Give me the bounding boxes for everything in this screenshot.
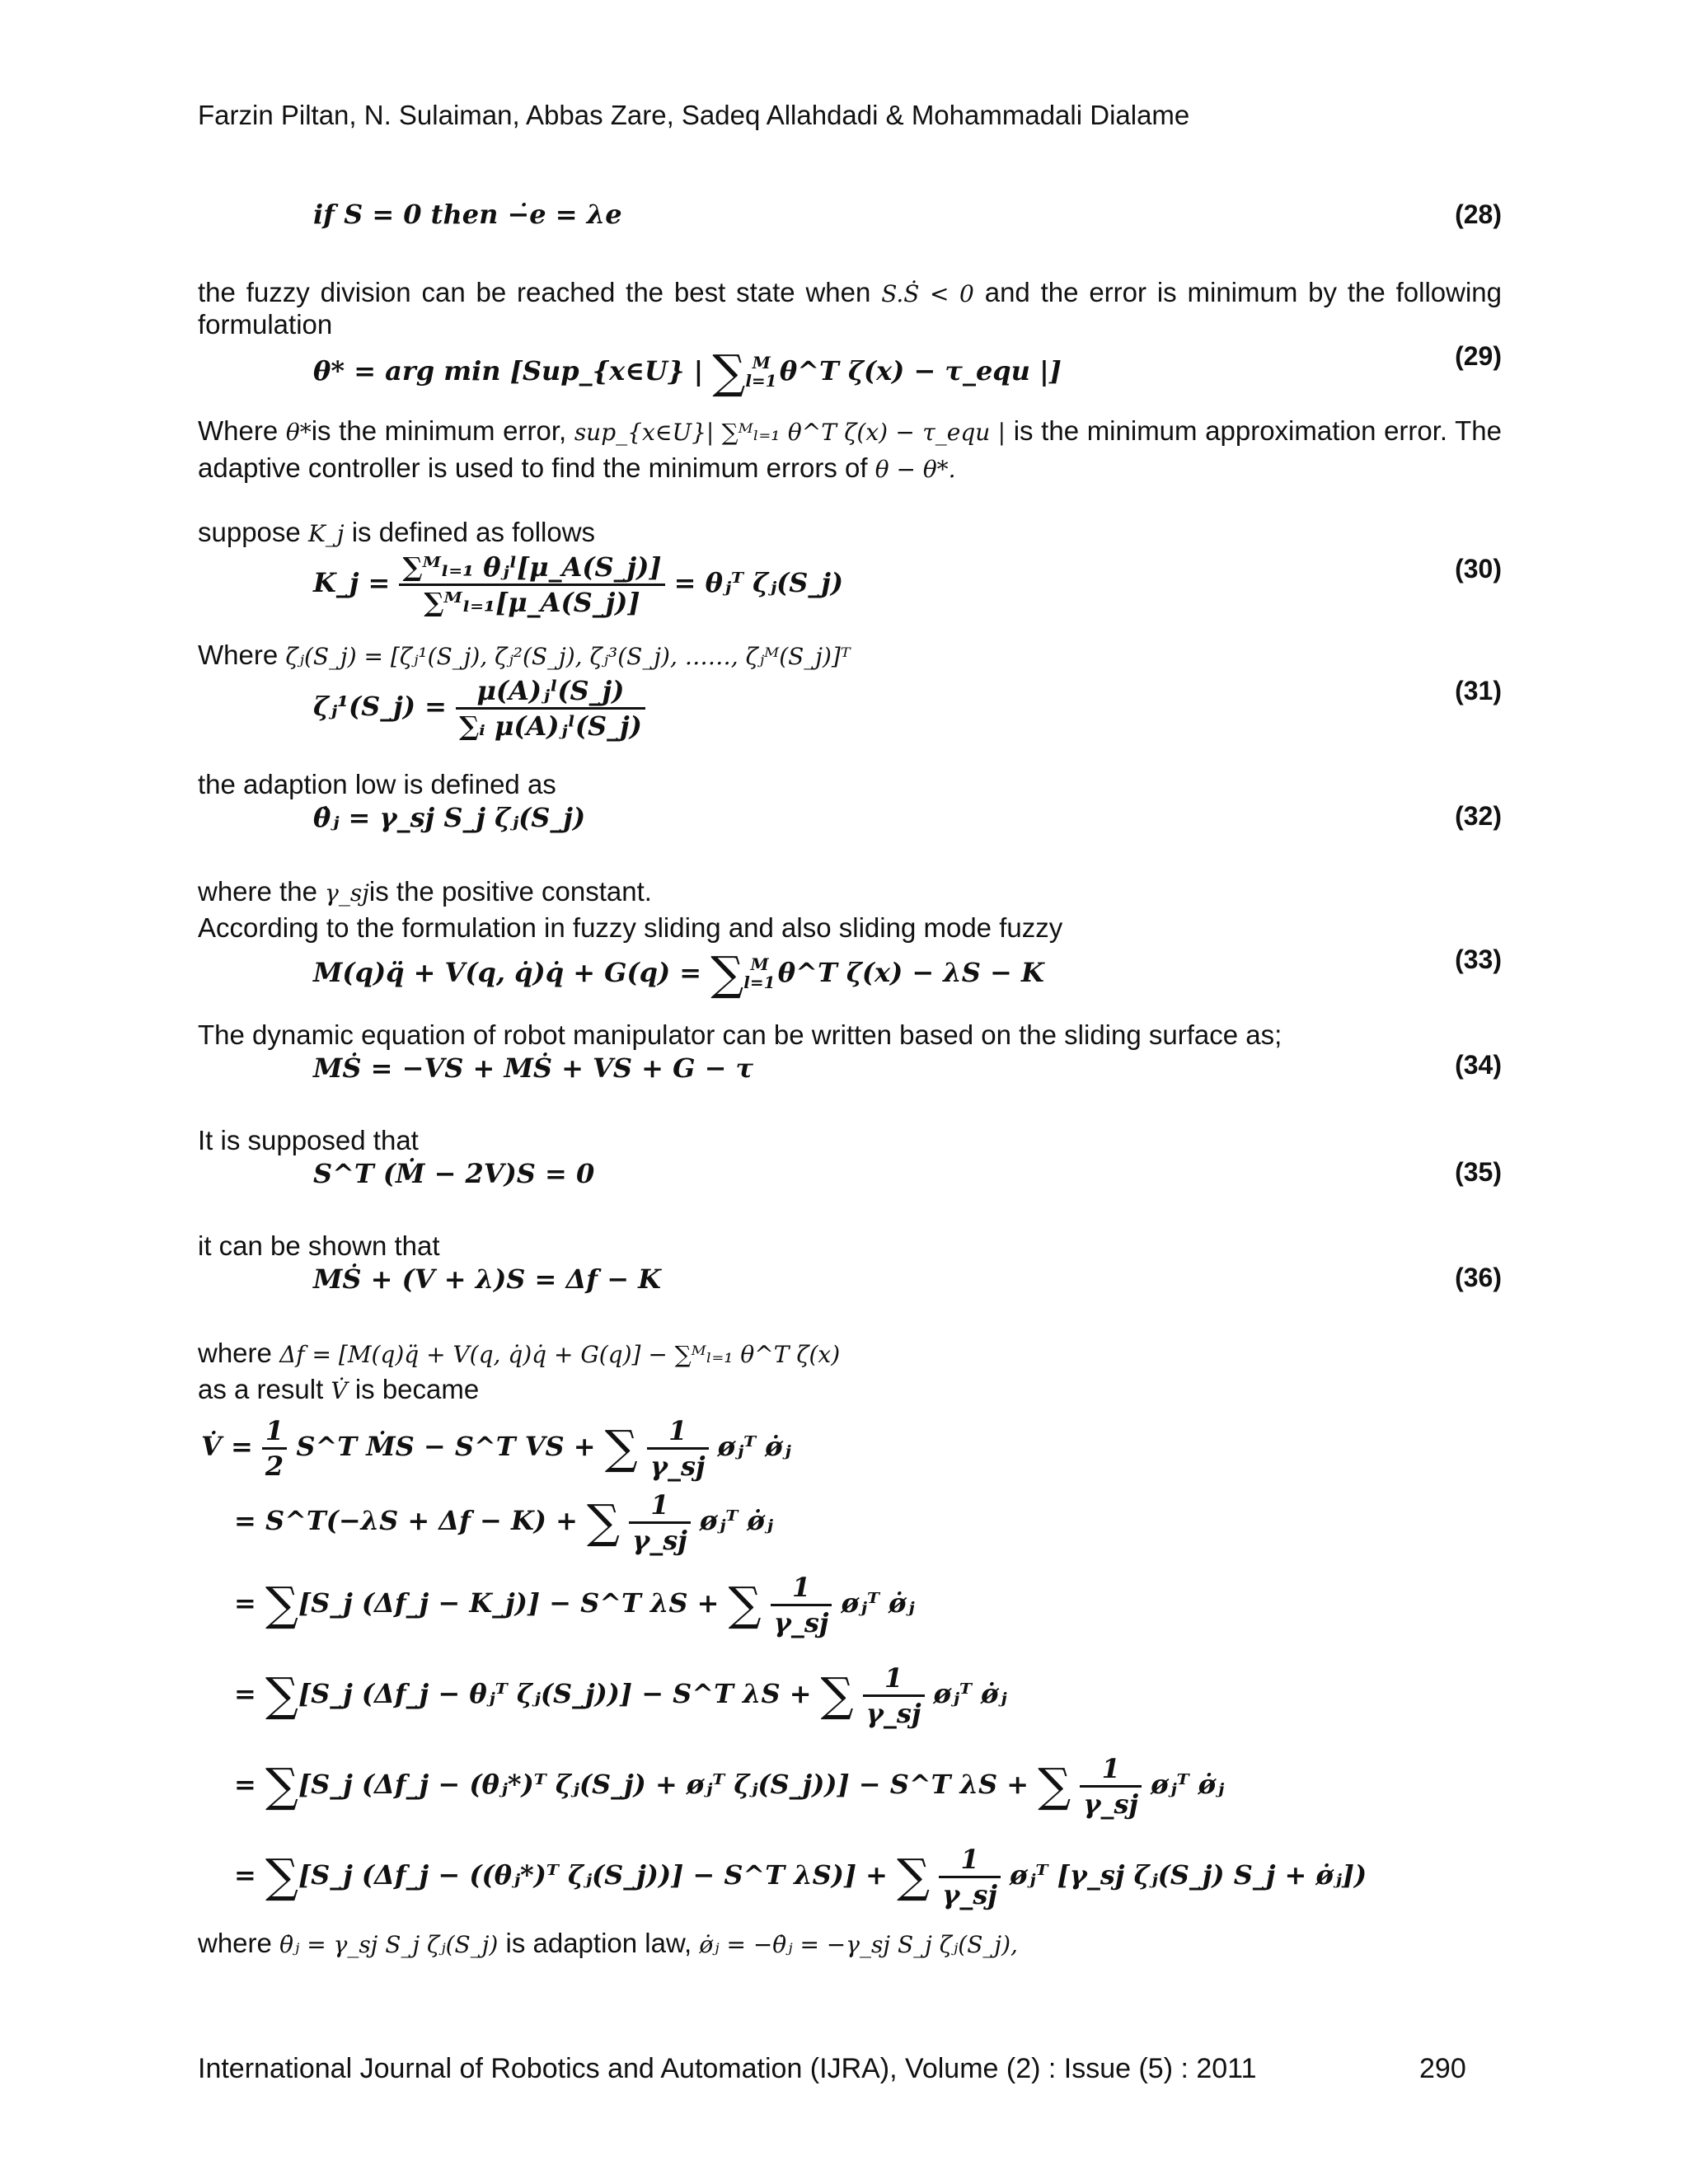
paragraph-fuzzy-division-cont: formulation — [198, 309, 333, 340]
derivation-line-1: V̇ = $\frac{1}{2}$ S^T ṀS − S^T VS + ∑ $\frac{1}{\gamma\_sj}$ øⱼᵀ ø̇ⱼ — [201, 1415, 791, 1482]
derivation-line-6: = ∑[S_j (Δf_j − ((θⱼ*)ᵀ ζⱼ(S_j))] − S^T λS)] + ∑ $\frac{1}{\gamma\_sj}$ øⱼᵀ [γ_sj ζⱼ(S_j) S_j + ø̇ⱼ]) — [234, 1844, 1367, 1910]
paragraph-positive-constant: where the γ_sjis the positive constant. — [198, 876, 652, 907]
paragraph-adaption-law: where θ̇ⱼ = γ_sj S_j ζⱼ(S_j) is adaption law, ø̇ⱼ = −θ̇ⱼ = −γ_sj S_j ζⱼ(S_j), — [198, 1928, 1018, 1958]
equation-32: θ̇ⱼ = γ_sj S_j ζⱼ(S_j) — [313, 802, 586, 833]
equation-number-30: (30) — [1455, 554, 1502, 583]
equation-36: MṠ + (V + λ)S = Δf − K — [313, 1263, 661, 1295]
derivation-line-5: = ∑[S_j (Δf_j − (θⱼ*)ᵀ ζⱼ(S_j) + øⱼᵀ ζⱼ(S_j))] − S^T λS + ∑ $\frac{1}{\gamma\_sj}$ øⱼᵀ ø̇ⱼ — [234, 1753, 1225, 1820]
equation-number-31: (31) — [1455, 676, 1502, 705]
equation-33: M(q)q̈ + V(q, q̇)q̇ + $G(q) = \sum_{l=1}^M$ θ^T ζ(x) − λS − K — [313, 947, 1044, 1001]
paragraph-adaption-low: the adaption low is defined as — [198, 769, 556, 799]
equation-30: K_j = $\frac{\text{∑ᴹₗ₌₁ θⱼˡ[μ\_A(S\_j)]}}{\text{∑ᴹₗ₌₁[μ\_A(S\_j)]}}$ = θⱼᵀ ζⱼ(S_j) — [313, 551, 844, 618]
paragraph-minimum-error: Where θ*is the minimum error, sup_{x∈U}| ∑ᴹₗ₌₁ θ^T ζ(x) − τ_equ | is the minimum approximation error. The — [198, 415, 1502, 446]
paragraph-as-a-result: as a result V̇ is became — [198, 1374, 480, 1404]
equation-number-28: (28) — [1455, 199, 1502, 229]
equation-number-29: (29) — [1455, 341, 1502, 371]
paragraph-according: According to the formulation in fuzzy sliding and also sliding mode fuzzy — [198, 912, 1063, 943]
equation-number-34: (34) — [1455, 1050, 1502, 1080]
equation-number-36: (36) — [1455, 1263, 1502, 1292]
paragraph-dynamic-equation: The dynamic equation of robot manipulator can be written based on the sliding surface as; — [198, 1019, 1282, 1050]
derivation-line-3: = ∑[S_j (Δf_j − K_j)] − S^T λS + ∑ $\frac{1}{\gamma\_sj}$ øⱼᵀ ø̇ⱼ — [234, 1572, 915, 1638]
equation-number-33: (33) — [1455, 944, 1502, 974]
paragraph-where-zeta: Where ζⱼ(S_j) = [ζⱼ¹(S_j), ζⱼ²(S_j), ζⱼ³(S_j), ……, ζⱼᴹ(S_j)]ᵀ — [198, 640, 851, 670]
equation-34: MṠ = −VS + MṠ + VS + G − τ — [313, 1052, 754, 1084]
footer-page-number: 290 — [1419, 2053, 1466, 2084]
running-header: Farzin Piltan, N. Sulaiman, Abbas Zare, Sadeq Allahdadi & Mohammadali Dialame — [198, 100, 1190, 130]
paragraph-adaptive-controller: adaptive controller is used to find the minimum errors of θ − θ*. — [198, 452, 956, 483]
paragraph-can-be-shown: it can be shown that — [198, 1230, 440, 1261]
paragraph-supposed: It is supposed that — [198, 1125, 419, 1155]
equation-35: S^T (Ṁ − 2V)S = 0 — [313, 1158, 595, 1189]
paragraph-where-delta-f: where Δf = [M(q)q̈ + V(q, q̇)q̇ + G(q)] − ∑ᴹₗ₌₁ θ^T ζ(x) — [198, 1338, 841, 1368]
equation-29: θ* = arg min [Sup_{x∈U} | $\sum_{l=1}^M$ θ^T ζ(x) − τ_equ |] — [313, 345, 1062, 400]
equation-31: ζⱼ¹(S_j) = $\frac{\text{μ(A)ⱼˡ(S\_j)}}{\text{∑ᵢ μ(A)ⱼˡ(S\_j)}}$ — [313, 674, 645, 743]
equation-number-32: (32) — [1455, 801, 1502, 831]
footer-journal: International Journal of Robotics and Automation (IJRA), Volume (2) : Issue (5) : 2011 — [198, 2053, 1257, 2084]
derivation-line-4: = ∑[S_j (Δf_j − θⱼᵀ ζⱼ(S_j))] − S^T λS + ∑ $\frac{1}{\gamma\_sj}$ øⱼᵀ ø̇ⱼ — [234, 1662, 1007, 1729]
paragraph-fuzzy-division: the fuzzy division can be reached the best state when S.Ṡ < 0 and the error is minimum by the following — [198, 277, 1502, 307]
equation-number-35: (35) — [1455, 1157, 1502, 1187]
equation-28: if S = 0 then −̇e = λe — [313, 199, 622, 230]
paragraph-suppose: suppose K_j is defined as follows — [198, 517, 596, 547]
derivation-line-2: = S^T(−λS + Δf − K) + ∑ $\frac{1}{\gamma\_sj}$ øⱼᵀ ø̇ⱼ — [234, 1489, 773, 1556]
